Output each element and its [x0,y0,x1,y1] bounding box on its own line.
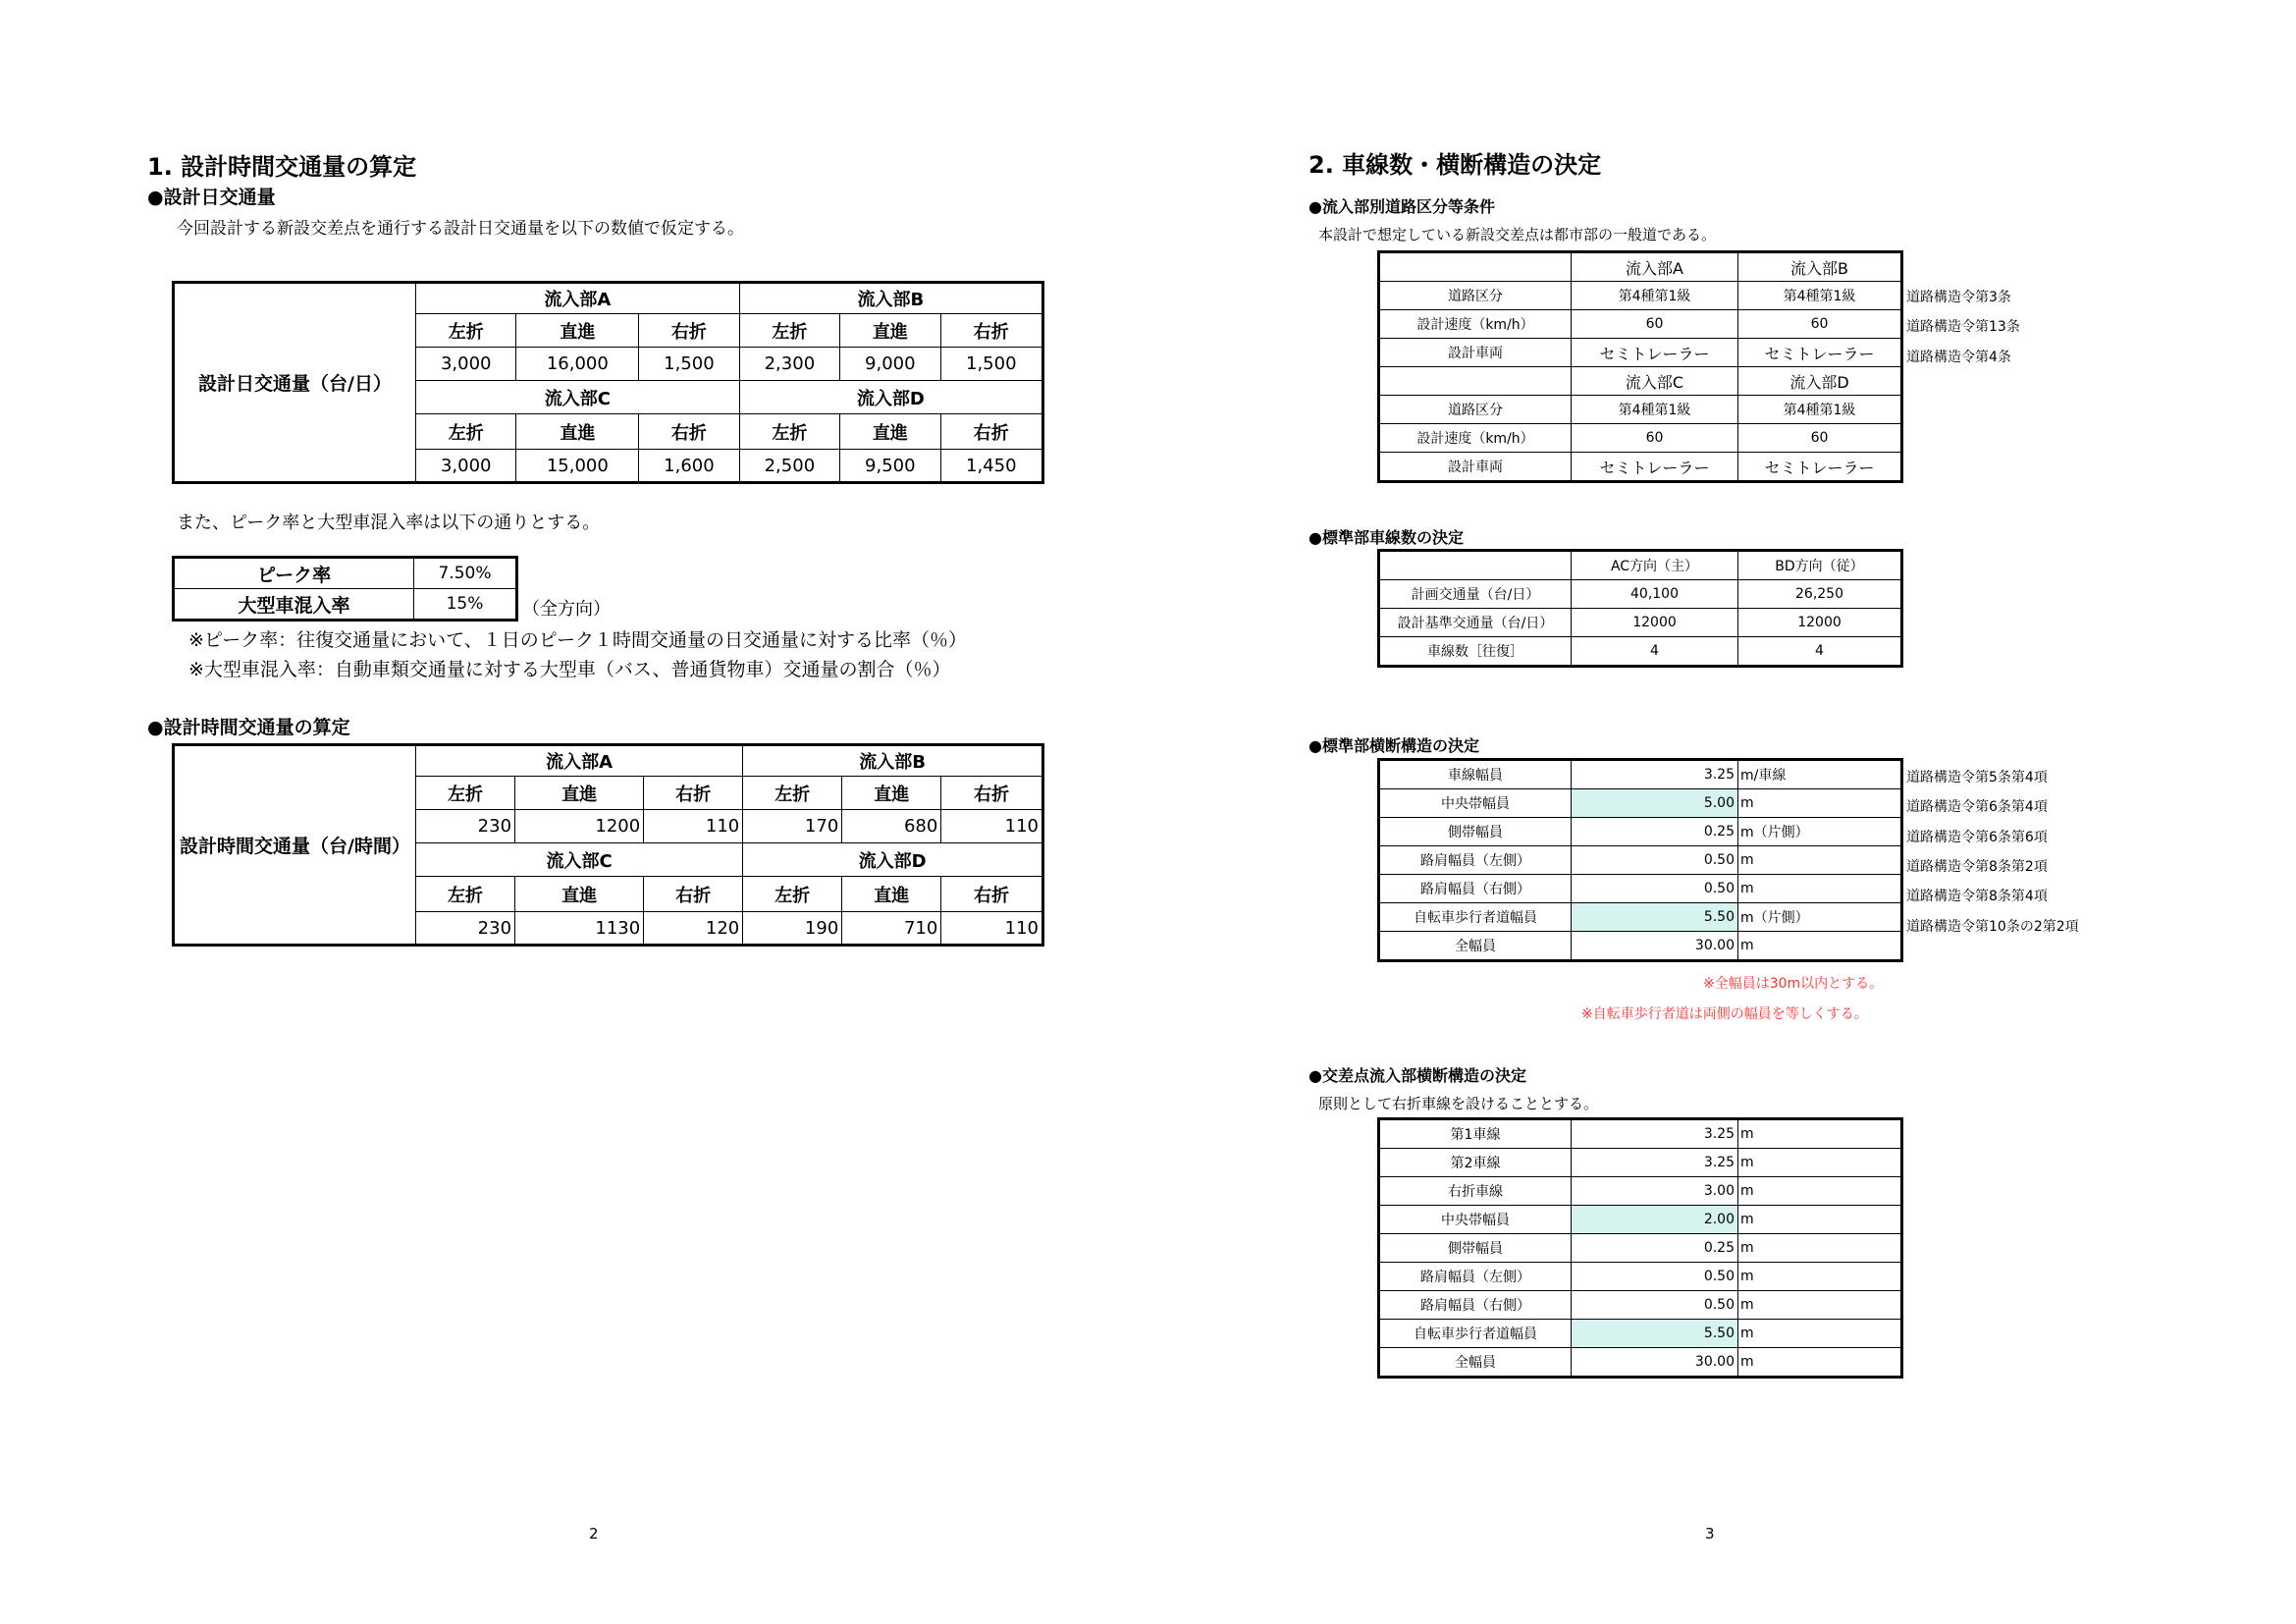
unit-label: m [1738,1177,1902,1206]
unit-label: m [1738,1119,1902,1149]
table-cell: 第4種第1級 [1738,396,1902,424]
hourly-row-label: 設計時間交通量（台/時間） [174,745,416,946]
legal-reference: 道路構造令第10条の2第2項 [1906,918,2079,935]
dir-right: 右折 [644,777,743,810]
table-row [1379,932,1902,961]
group-a-header: 流入部A [416,283,740,314]
table-cell: 110 [644,810,743,843]
row-label: 路肩幅員（左側） [1379,846,1572,875]
cross-heading: ●標準部横断構造の決定 [1308,736,1479,755]
lanes-heading: ●標準部車線数の決定 [1308,528,1464,547]
table-row [1379,1119,1902,1149]
dir-left: 左折 [743,877,842,912]
dir-right: 右折 [940,414,1042,450]
table-cell: セミトレーラー [1738,453,1902,482]
row-label: 車線数［往復］ [1379,637,1572,667]
row-label: 中央帯幅員 [1379,1206,1572,1234]
width-value: 3.25 [1572,1119,1738,1149]
dir-right: 右折 [941,777,1043,810]
row-label: 側帯幅員 [1379,818,1572,846]
table-cell: 9,000 [840,348,940,381]
row-label: 第2車線 [1379,1149,1572,1177]
col-header-d: 流入部D [1738,367,1902,396]
row-label: 設計車両 [1379,339,1572,367]
width-value: 0.50 [1572,846,1738,875]
table-cell: 9,500 [840,450,940,483]
width-value: 2.00 [1572,1206,1738,1234]
unit-label: m [1738,1149,1902,1177]
unit-label: m [1738,1263,1902,1291]
group-b-header: 流入部B [743,745,1043,777]
cross-section-table [1377,758,1903,962]
empty-cell [1379,551,1572,580]
unit-label: m/車線 [1738,760,1902,789]
legal-reference: 道路構造令第4条 [1906,350,2011,365]
row-label: 自転車歩行者道幅員 [1379,903,1572,932]
lanes-table [1377,549,1903,668]
table-cell: 1130 [515,912,644,946]
dir-straight: 直進 [842,777,941,810]
width-value: 3.25 [1572,760,1738,789]
table-row [1379,846,1902,875]
table-cell: 60 [1572,310,1738,339]
table-cell: 40,100 [1572,580,1738,609]
width-value: 0.25 [1572,818,1738,846]
table-cell: 120 [644,912,743,946]
width-value: 3.25 [1572,1149,1738,1177]
row-label: 車線幅員 [1379,760,1572,789]
width-value: 0.50 [1572,1263,1738,1291]
group-d-header: 流入部D [739,381,1042,414]
row-label: 側帯幅員 [1379,1234,1572,1263]
group-c-header: 流入部C [416,843,743,877]
dir-straight: 直進 [515,777,644,810]
col-header-c: 流入部C [1572,367,1738,396]
table-cell: 60 [1572,424,1738,453]
row-label: 全幅員 [1379,932,1572,961]
width-value: 30.00 [1572,1348,1738,1378]
dir-straight: 直進 [516,314,639,348]
table-row [1379,1320,1902,1348]
col-header-bd: BD方向（従） [1738,551,1902,580]
empty-cell [1379,252,1572,282]
row-label: 設計車両 [1379,453,1572,482]
dir-right: 右折 [639,314,739,348]
table-cell: 60 [1738,424,1902,453]
heavy-rate-value: 15% [414,589,517,621]
row-label: 路肩幅員（左側） [1379,1263,1572,1291]
table-cell: セミトレーラー [1572,339,1738,367]
row-label: 中央帯幅員 [1379,789,1572,818]
table-cell: セミトレーラー [1572,453,1738,482]
table-cell: 4 [1572,637,1738,667]
hourly-heading: ●設計時間交通量の算定 [147,717,350,738]
row-label: 設計基準交通量（台/日） [1379,609,1572,637]
unit-label: m [1738,1348,1902,1378]
table-cell: 710 [842,912,941,946]
dir-right: 右折 [644,877,743,912]
table-row [1379,903,1902,932]
table-row [1379,760,1902,789]
table-cell: 26,250 [1738,580,1902,609]
table-cell: 3,000 [416,348,516,381]
dir-left: 左折 [416,777,515,810]
table-cell: 12000 [1572,609,1738,637]
peak-rate-value: 7.50% [414,558,517,589]
unit-label: m [1738,1320,1902,1348]
unit-label: m [1738,1291,1902,1320]
legal-reference: 道路構造令第8条第4項 [1906,889,2048,905]
page-number-right: 3 [1705,1525,1715,1543]
page-number-left: 2 [589,1525,599,1543]
peak-footnote: ※ピーク率：往復交通量において、１日のピーク１時間交通量の日交通量に対する比率（％） [188,629,968,651]
heavy-rate-note: （全方向） [522,599,611,620]
table-row [1379,1177,1902,1206]
dir-left: 左折 [739,314,839,348]
inflow-intro: 原則として右折車線を設けることとする。 [1318,1095,1599,1112]
dir-right: 右折 [639,414,739,450]
unit-label: m [1738,789,1902,818]
peak-rate-label: ピーク率 [174,558,414,589]
table-cell: 2,500 [739,450,839,483]
page-title-right: 2. 車線数・横断構造の決定 [1308,151,1602,179]
table-cell: 170 [743,810,842,843]
width-value: 30.00 [1572,932,1738,961]
table-cell: 第4種第1級 [1738,282,1902,310]
dir-straight: 直進 [516,414,639,450]
dir-left: 左折 [416,414,516,450]
unit-label: m [1738,875,1902,903]
table-cell: 4 [1738,637,1902,667]
daily-heading: ●設計日交通量 [147,187,276,208]
table-cell: 1,500 [940,348,1042,381]
table-cell: 1,600 [639,450,739,483]
table-cell: 3,000 [416,450,516,483]
row-label: 路肩幅員（右側） [1379,875,1572,903]
row-label: 自転車歩行者道幅員 [1379,1320,1572,1348]
table-cell: 230 [416,810,515,843]
unit-label: m [1738,1206,1902,1234]
group-b-header: 流入部B [739,283,1042,314]
table-row [1379,789,1902,818]
width-value: 5.50 [1572,1320,1738,1348]
heavy-rate-label: 大型車混入率 [174,589,414,621]
legal-reference: 道路構造令第6条第4項 [1906,799,2048,816]
table-cell: 12000 [1738,609,1902,637]
dir-straight: 直進 [515,877,644,912]
table-cell: 1,500 [639,348,739,381]
table-cell: 110 [941,810,1043,843]
unit-label: m（片側） [1738,903,1902,932]
table-cell: 230 [416,912,515,946]
table-cell: 2,300 [739,348,839,381]
inflow-heading: ●交差点流入部横断構造の決定 [1308,1066,1526,1085]
row-label: 全幅員 [1379,1348,1572,1378]
table-cell: 110 [941,912,1043,946]
table-row [1379,1263,1902,1291]
red-note-total-width: ※全幅員は30m以内とする。 [1703,976,1884,992]
col-header-ac: AC方向（主） [1572,551,1738,580]
heavy-footnote: ※大型車混入率：自動車類交通量に対する大型車（バス、普通貨物車）交通量の割合（％） [188,659,951,680]
row-label: 設計速度（km/h） [1379,424,1572,453]
dir-right: 右折 [941,877,1043,912]
road-class-table [1377,250,1903,483]
table-cell: 1,450 [940,450,1042,483]
row-label: 設計速度（km/h） [1379,310,1572,339]
unit-label: m [1738,932,1902,961]
table-cell: 680 [842,810,941,843]
row-label: 道路区分 [1379,396,1572,424]
table-cell: 15,000 [516,450,639,483]
row-label: 右折車線 [1379,1177,1572,1206]
daily-row-label: 設計日交通量（台/日） [174,283,416,483]
width-value: 0.25 [1572,1234,1738,1263]
table-cell: セミトレーラー [1738,339,1902,367]
group-a-header: 流入部A [416,745,743,777]
dir-left: 左折 [416,877,515,912]
table-row [1379,818,1902,846]
group-d-header: 流入部D [743,843,1043,877]
width-value: 3.00 [1572,1177,1738,1206]
table-cell: 16,000 [516,348,639,381]
table-row [1379,1149,1902,1177]
red-note-sidewalk: ※自転車歩行者道は両側の幅員を等しくする。 [1581,1006,1868,1022]
table-cell: 190 [743,912,842,946]
row-label: 計画交通量（台/日） [1379,580,1572,609]
width-value: 0.50 [1572,1291,1738,1320]
table-row [1379,1291,1902,1320]
group-c-header: 流入部C [416,381,740,414]
table-row [1379,1234,1902,1263]
legal-reference: 道路構造令第13条 [1906,319,2020,335]
width-value: 0.50 [1572,875,1738,903]
hourly-traffic-table [172,743,1044,947]
row-label: 路肩幅員（右側） [1379,1291,1572,1320]
table-cell: 第4種第1級 [1572,396,1738,424]
peak-table [172,556,518,622]
unit-label: m [1738,1234,1902,1263]
daily-traffic-table [172,281,1044,484]
inflow-section-table [1377,1117,1903,1379]
dir-left: 左折 [739,414,839,450]
dir-straight: 直進 [840,414,940,450]
width-value: 5.00 [1572,789,1738,818]
legal-reference: 道路構造令第6条第6項 [1906,829,2048,845]
table-row [1379,1206,1902,1234]
unit-label: m（片側） [1738,818,1902,846]
road-class-heading: ●流入部別道路区分等条件 [1308,197,1495,216]
empty-cell [1379,367,1572,396]
dir-straight: 直進 [840,314,940,348]
width-value: 5.50 [1572,903,1738,932]
table-cell: 1200 [515,810,644,843]
table-cell: 第4種第1級 [1572,282,1738,310]
col-header-b: 流入部B [1738,252,1902,282]
col-header-a: 流入部A [1572,252,1738,282]
peak-intro: また、ピーク率と大型車混入率は以下の通りとする。 [177,513,601,533]
road-class-intro: 本設計で想定している新設交差点は都市部の一般道である。 [1318,226,1717,244]
legal-reference: 道路構造令第8条第2項 [1906,858,2048,875]
table-cell: 60 [1738,310,1902,339]
dir-left: 左折 [743,777,842,810]
legal-reference: 道路構造令第3条 [1906,290,2011,305]
dir-straight: 直進 [842,877,941,912]
dir-left: 左折 [416,314,516,348]
row-label: 道路区分 [1379,282,1572,310]
legal-reference: 道路構造令第5条第4項 [1906,770,2048,785]
table-row [1379,875,1902,903]
table-row [1379,1348,1902,1378]
row-label: 第1車線 [1379,1119,1572,1149]
unit-label: m [1738,846,1902,875]
page-title-left: 1. 設計時間交通量の算定 [147,153,417,181]
dir-right: 右折 [940,314,1042,348]
daily-intro: 今回設計する新設交差点を通行する設計日交通量を以下の数値で仮定する。 [177,219,744,239]
